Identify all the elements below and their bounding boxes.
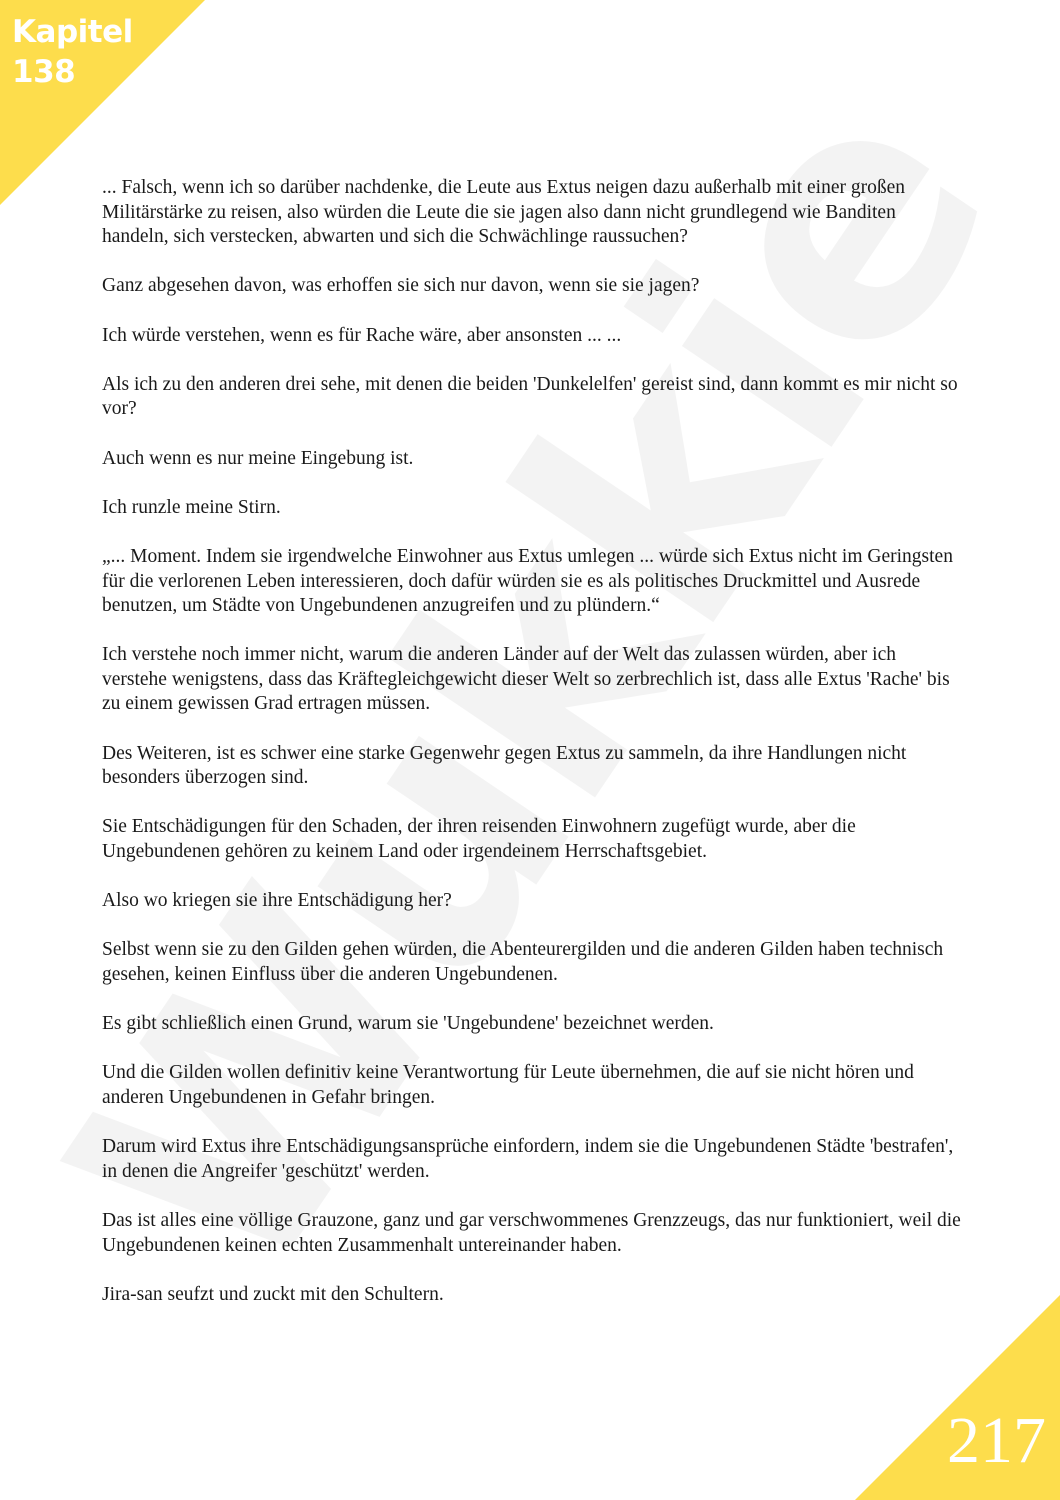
paragraph: Auch wenn es nur meine Eingebung ist. [102,447,414,469]
paragraph: Es gibt schließlich einen Grund, warum sie 'Ungebundene' bezeichnet werden. [102,1013,714,1035]
paragraph: Und die Gilden wollen definitiv keine Verantwortung für Leute übernehmen, die auf sie nicht hören und anderen Ungebundenen in Gefahr bringen. [102,1062,914,1108]
paragraph: Jira-san seufzt und zuckt mit den Schultern. [102,1283,444,1305]
paragraph: Sie Entschädigungen für den Schaden, der ihren reisenden Einwohnern zugefügt wurde, aber die Ungebundenen gehören zu keinem Land oder irgendeinem Herrschaftsgebiet. [102,816,856,863]
page-number: 217 [947,1404,1046,1477]
paragraph: Des Weiteren, ist es schwer eine starke Gegenwehr gegen Extus zu sammeln, da ihre Handlungen nicht besonders überzogen sind. [102,742,907,789]
chapter-label [12,12,133,92]
chapter-body [102,176,962,1332]
paragraph: Ich verstehe noch immer nicht, warum die anderen Länder auf der Welt das zulassen würden, aber ich verstehe wenigstens, dass das Kräftegleichgewicht dieser Welt so zerbrechlich ist, dass alle Extus 'Rache' bis zu einem gewissen Grad ertragen müssen. [102,644,950,715]
paragraph: Ganz abgesehen davon, was erhoffen sie sich nur davon, wenn sie sie jagen? [102,275,700,297]
paragraph: Ich runzle meine Stirn. [102,496,281,518]
paragraph: Selbst wenn sie zu den Gilden gehen würden, die Abenteurergilden und die anderen Gilden haben technisch gesehen, keinen Einfluss über die anderen Ungebundenen. [102,939,944,985]
chapter-number: 138 [12,54,76,90]
chapter-word: Kapitel [12,14,133,50]
paragraph: Als ich zu den anderen drei sehe, mit denen die beiden 'Dunkelelfen' gereist sind, dann kommt es mir nicht so vor? [102,373,958,420]
paragraph: Das ist alles eine völlige Grauzone, ganz und gar verschwommenes Grenzzeugs, das nur funktioniert, weil die Ungebundenen keinen echten Zusammenhalt untereinander haben. [102,1209,961,1256]
paragraph: „... Moment. Indem sie irgendwelche Einwohner aus Extus umlegen ... würde sich Extus nicht im Geringsten für die verlorenen Leben interessieren, doch dafür würden sie es als politisches Druckmittel und Ausrede benutzen, um Städte von Ungebundenen anzugreifen und zu plündern.“ [102,545,953,617]
paragraph: Also wo kriegen sie ihre Entschädigung her? [102,890,452,912]
paragraph: ... Falsch, wenn ich so darüber nachdenke, die Leute aus Extus neigen dazu außerhalb mit einer großen Militärstärke zu reisen, also würden die Leute die sie jagen also dann nicht grundlegend wie Banditen handeln, sich verstecken, abwarten und sich die Schwächlinge raussuchen? [102,177,906,248]
paragraph: Darum wird Extus ihre Entschädigungsansprüche einfordern, indem sie die Ungebundenen Städte 'bestrafen', in denen die Angreifer 'geschützt' werden. [102,1136,954,1182]
paragraph: Ich würde verstehen, wenn es für Rache wäre, aber ansonsten ... ... [102,324,622,346]
